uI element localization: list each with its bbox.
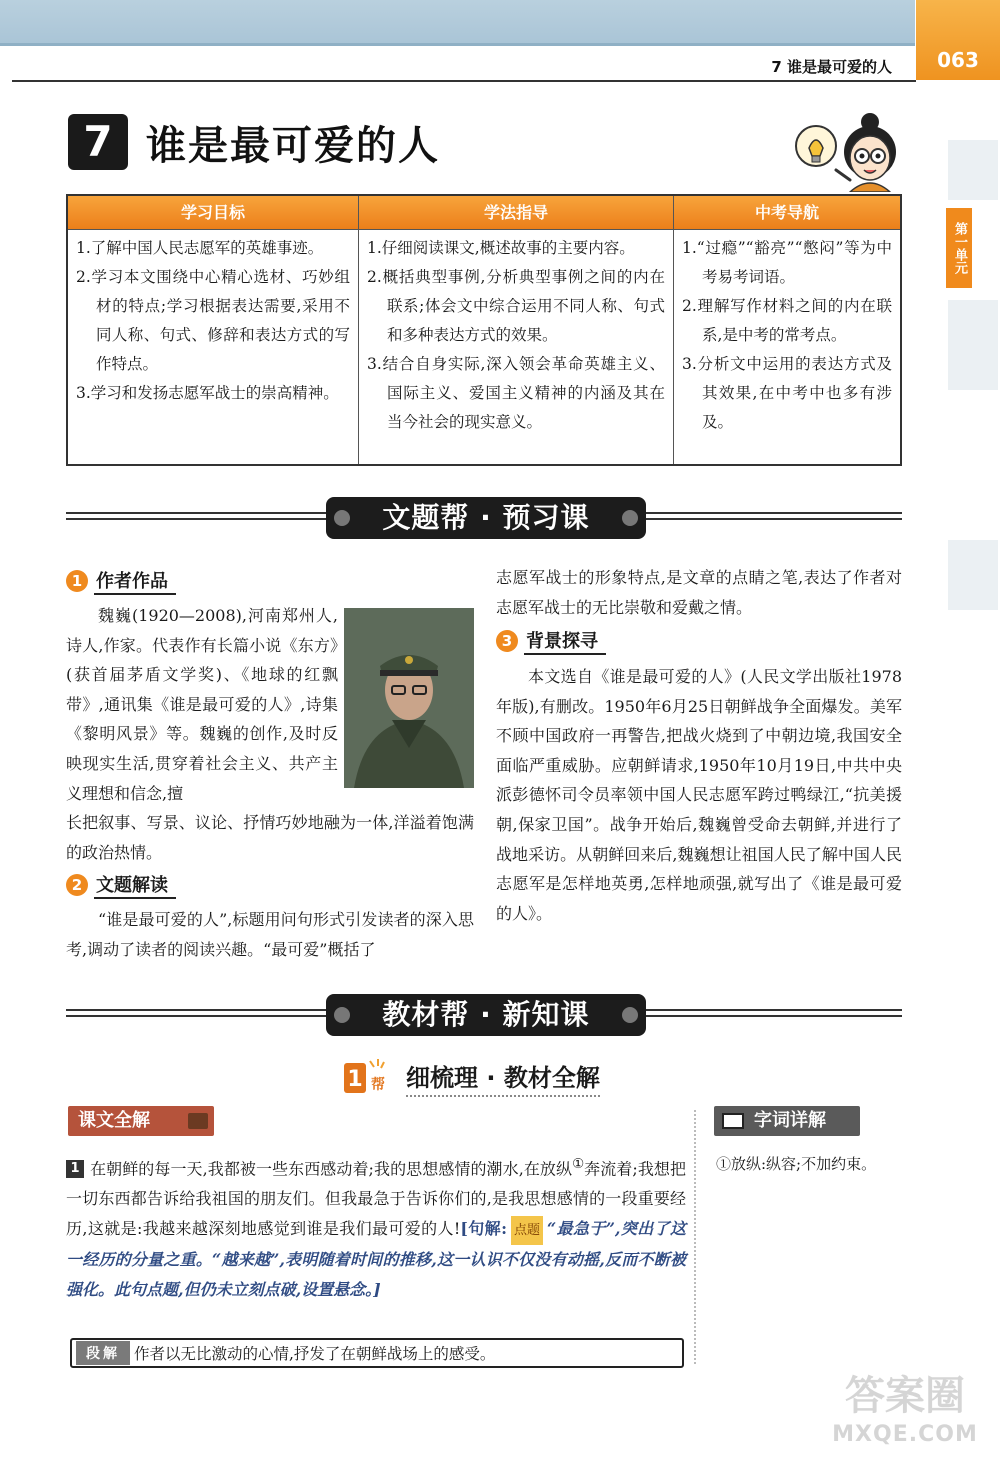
- unit-side-tab: 第一单元: [946, 208, 972, 288]
- summary-label: 段解: [76, 1341, 130, 1365]
- learning-goals-table: [66, 194, 902, 466]
- column-heading: 学习目标: [68, 196, 358, 230]
- watermark-text: 答案圈: [845, 1373, 965, 1419]
- section-heading: 作者作品: [94, 567, 176, 595]
- section-title-analysis: [66, 872, 176, 898]
- paragraph-text: 在朝鲜的每一天,我都被一些东西感动着;我的思想感情的潮水,在放纵: [90, 1159, 573, 1179]
- tag-label: 课文全解: [78, 1110, 150, 1131]
- paragraph-text: 奔流着;我想把一切东西都告诉给我祖国的朋友们。但我最急于告诉你们的,是我思想感情的一段重要经历,这就是:我越来越深刻地感觉到谁是我们最可爱的人!: [66, 1159, 686, 1238]
- column-separator: [694, 1110, 696, 1364]
- goal-item: 3.学习和发扬志愿军战士的崇高精神。: [76, 384, 339, 402]
- goal-item: 1.仔细阅读课文,概述故事的主要内容。: [367, 239, 635, 257]
- sentence-note-text: “最急于”,突出了这一经历的分量之重。“越来越”,表明随着时间的推移,这一认识不仅没有动摇,反而不断被强化。此句点题,但仍未立刻点破,设置悬念。]: [66, 1218, 686, 1299]
- girl-mascot-icon: [790, 108, 910, 192]
- author-intro-text-continued: 长把叙事、写景、议论、抒情巧妙地融为一体,洋溢着饱满的政治热情。: [66, 813, 474, 862]
- goal-item: 2.学习本文围绕中心精心选材、巧妙组材的特点;学习根据表达需要,采用不同人称、句式、修辞和表达方式的写作特点。: [76, 268, 350, 373]
- paragraph-number: 1: [66, 1160, 84, 1178]
- section-background: [496, 628, 606, 654]
- svg-text:帮: 帮: [371, 1077, 385, 1093]
- paragraph-summary-box: [70, 1338, 684, 1368]
- running-title: 7 谁是最可爱的人: [771, 58, 892, 76]
- goals-column-method-guide: [358, 196, 673, 464]
- lesson-paragraph-1: [66, 1150, 686, 1304]
- tag-word-explanation: [714, 1106, 860, 1136]
- column-heading: 学法指导: [359, 196, 673, 230]
- summary-text: 作者以无比激动的心情,抒发了在朝鲜战场上的感受。: [134, 1345, 496, 1363]
- section-banner-textbook: [66, 993, 902, 1039]
- column-heading: 中考导航: [674, 196, 900, 230]
- goal-item: 1.“过瘾”“豁亮”“憋闷”等为中考易考词语。: [682, 239, 892, 286]
- footnote-marker: ①: [572, 1157, 585, 1172]
- author-intro-text: 魏巍(1920—2008),河南郑州人,诗人,作家。代表作有长篇小说《东方》(获首届茅盾文学奖)、《地球的红飘带》,通讯集《谁是最可爱的人》,诗集《黎明风景》等。魏巍的创作,及时反映现实生活,贯穿着社会主义、共产主义理想和信念,擅: [66, 606, 338, 803]
- section-number-badge: 2: [66, 874, 88, 896]
- step-one-icon: [344, 1059, 390, 1095]
- side-decoration: [948, 140, 998, 200]
- goal-item: 3.结合自身实际,深入领会革命英雄主义、国际主义、爱国主义精神的内涵及其在当今社会的现实意义。: [367, 355, 665, 431]
- section-number-badge: 1: [66, 570, 88, 592]
- svg-text:1: 1: [347, 1067, 363, 1092]
- banner-title: 教材帮 · 新知课: [326, 994, 646, 1036]
- author-portrait-photo: [344, 608, 474, 788]
- banner-title: 文题帮 · 预习课: [326, 497, 646, 539]
- header-rule: [12, 80, 916, 82]
- background-text: 本文选自《谁是最可爱的人》(人民文学出版社1978年版),有删改。1950年6月25日朝鲜战争全面爆发。美军不顾中国政府一再警告,把战火烧到了中朝边境,我国安全面临严重威胁。应朝鲜请求,1950年10月19日,中共中央派彭德怀司令员率领中国人民志愿军跨过鸭绿江,“抗美援朝,保家卫国”。战争开始后,魏巍曾受命去朝鲜,并进行了战地采访。从朝鲜回来后,魏巍想让祖国人民了解中国人民志愿军是怎样地英勇,怎样地顽强,就写出了《谁是最可爱的人》。: [496, 667, 902, 923]
- tag-text-explanation: [68, 1106, 214, 1136]
- goal-item: 2.概括典型事例,分析典型事例之间的内在联系;体会文中综合运用不同人称、句式和多种表达方式的效果。: [367, 268, 665, 344]
- section-banner-preview: [66, 496, 902, 542]
- goal-item: 2.理解写作材料之间的内在联系,是中考的常考点。: [682, 297, 892, 344]
- goal-item: 3.分析文中运用的表达方式及其效果,在中考中也多有涉及。: [682, 355, 892, 431]
- goals-column-exam-guide: [673, 196, 900, 464]
- section-heading: 背景探寻: [524, 627, 606, 655]
- lesson-number: 7: [68, 114, 128, 170]
- title-analysis-text: “谁是最可爱的人”,标题用问句形式引发读者的深入思考,调动了读者的阅读兴趣。“最可爱”概括了: [66, 910, 474, 959]
- note-keyword-badge: 点题: [511, 1216, 543, 1246]
- lesson-title: 谁是最可爱的人: [146, 123, 440, 169]
- side-decoration: [948, 300, 998, 390]
- book-stack-icon: [188, 1113, 208, 1129]
- watermark-url: MXQE.COM: [832, 1422, 978, 1447]
- title-analysis-text-continued: 志愿军战士的形象特点,是文章的点睛之笔,表达了作者对志愿军战士的无比崇敬和爱戴之情。: [496, 568, 902, 617]
- goals-column-study-goals: [68, 196, 358, 464]
- goal-item: 1.了解中国人民志愿军的英雄事迹。: [76, 239, 324, 257]
- site-watermark: [815, 1372, 995, 1462]
- note-card-icon: [722, 1113, 744, 1129]
- section-author-works: [66, 568, 176, 594]
- page-number: 063: [937, 48, 979, 72]
- header-band: [0, 0, 915, 46]
- side-decoration: [948, 540, 998, 610]
- word-gloss: ①放纵:纵容;不加约束。: [716, 1155, 877, 1173]
- section-number-badge: 3: [496, 630, 518, 652]
- subsection-heading: 细梳理 · 教材全解: [406, 1058, 600, 1097]
- page-number-box: [916, 0, 1000, 80]
- sentence-note-label: [句解:: [460, 1218, 507, 1238]
- section-heading: 文题解读: [94, 871, 176, 899]
- tag-label: 字词详解: [754, 1110, 826, 1131]
- subsection-title: [344, 1058, 600, 1096]
